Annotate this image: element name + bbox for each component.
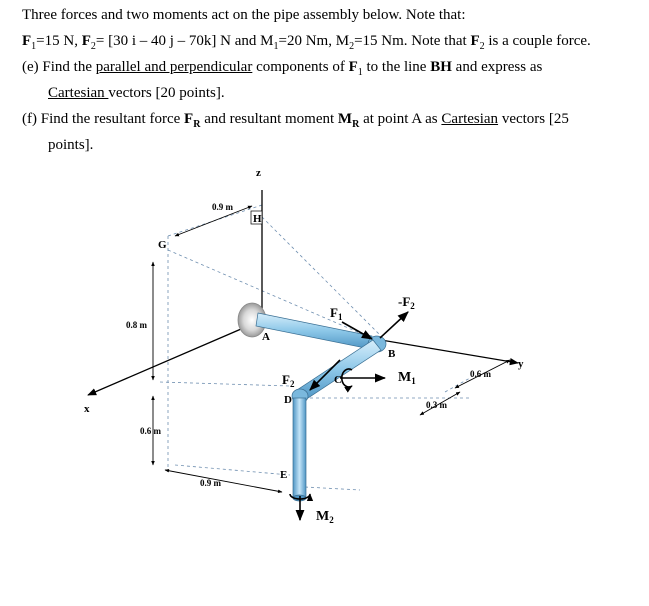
point-a-label: A [262, 331, 270, 343]
point-h-label: H [253, 213, 262, 225]
f1-subscript: 1 [31, 41, 37, 52]
part-e-mid2: to the line [362, 59, 431, 75]
m1-label-main: M [398, 370, 412, 385]
part-e-prefix: (e) Find the [22, 59, 96, 75]
dashed-x-level [160, 382, 290, 386]
dashed-e-right [305, 487, 360, 490]
part-e-line-2 [22, 80, 622, 106]
dim-06-left-label: 0.6 m [140, 426, 161, 436]
f1-label-main: F [330, 305, 338, 320]
pipe-segment-de [293, 398, 306, 498]
dashed-right-diag [445, 378, 470, 392]
axis-y-label: y [518, 358, 524, 370]
dim-08-label: 0.8 m [126, 320, 147, 330]
dimension-labels [126, 202, 492, 488]
part-f-mr-symbol: M [337, 111, 353, 127]
f2-subscript: 2 [90, 41, 96, 52]
m1-label [398, 370, 416, 386]
f2-value: = [30 i – 40 j – 70k] N and M [95, 33, 274, 49]
part-e-underlined: parallel and perpendicular [95, 59, 253, 75]
axis-x-label: x [84, 403, 90, 415]
dim-03-label: 0.3 m [426, 400, 447, 410]
part-f-fr-symbol: F [184, 111, 194, 127]
intro-line [22, 2, 622, 28]
f2-subscript-2: 2 [479, 41, 485, 52]
m1-label-sub: 1 [411, 376, 416, 386]
part-f-line2: points]. [48, 137, 94, 153]
dim-09-top-label: 0.9 m [212, 202, 233, 212]
intro-text: Three forces and two moments act on the pipe assembly below. Note that: [22, 7, 466, 23]
part-e-rest: vectors [20 points]. [108, 85, 225, 101]
x-axis [88, 320, 262, 395]
pipe-segment-bd [297, 340, 381, 400]
f1-label [330, 305, 343, 322]
neg-f2-arrow [380, 312, 408, 338]
f1-value: =15 N, [36, 33, 82, 49]
m1-subscript: 1 [273, 41, 279, 52]
neg-f2-label [398, 294, 415, 311]
dashed-bottom [175, 465, 290, 475]
part-e-mid1: components of [252, 59, 349, 75]
problem-text [22, 2, 622, 158]
part-e-line-bh: BH [430, 59, 452, 75]
part-f-mid2: at point A as [359, 111, 442, 127]
part-f-line-1 [22, 106, 622, 132]
f2-symbol-2: F [470, 33, 480, 49]
m2-label-sub: 2 [329, 515, 334, 525]
f2-symbol: F [81, 33, 91, 49]
given-line [22, 28, 622, 54]
part-e-f-symbol: F [348, 59, 358, 75]
pipe-segment-ab [256, 313, 372, 349]
dimension-lines [153, 206, 510, 492]
dim-line-09-bottom [165, 470, 282, 492]
m2-value: =15 Nm. Note that [354, 33, 471, 49]
point-d-label: D [284, 394, 292, 406]
point-g-label: G [158, 239, 167, 251]
part-e-cartesian: Cartesian [48, 85, 109, 101]
given-tail: is a couple force. [484, 33, 591, 49]
part-e-line-1 [22, 54, 622, 80]
pipe-assembly [256, 313, 386, 501]
point-e-label: E [280, 469, 288, 481]
dim-06-right-label: 0.6 m [470, 369, 491, 379]
neg-f2-label-main: -F [398, 294, 411, 309]
pipe-assembly-figure [0, 160, 649, 606]
part-f-mid: and resultant moment [200, 111, 338, 127]
part-f-line-2 [22, 132, 622, 158]
part-f-cartesian: Cartesian [441, 111, 499, 127]
part-f-fr-subscript: R [193, 119, 201, 130]
f2-label-main: F [282, 372, 290, 387]
m2-subscript: 2 [349, 41, 355, 52]
f2-label [282, 372, 295, 389]
part-e-f-subscript: 1 [357, 67, 363, 78]
part-f-mr-subscript: R [352, 119, 360, 130]
m2-label [316, 509, 334, 525]
axes [88, 190, 518, 395]
point-c-label: C [334, 374, 342, 386]
f1-label-sub: 1 [337, 312, 343, 322]
neg-f2-label-sub: 2 [410, 301, 415, 311]
m1-value: =20 Nm, M [278, 33, 350, 49]
m2-label-main: M [316, 509, 330, 524]
f1-symbol: F [22, 33, 32, 49]
point-b-label: B [388, 348, 396, 360]
part-f-prefix: (f) Find the resultant force [22, 111, 185, 127]
dim-09-bottom-label: 0.9 m [200, 478, 221, 488]
axis-z-label: z [256, 167, 261, 179]
part-e-mid3: and express as [451, 59, 543, 75]
f2-label-sub: 2 [289, 379, 295, 389]
part-f-rest: vectors [25 [498, 111, 569, 127]
